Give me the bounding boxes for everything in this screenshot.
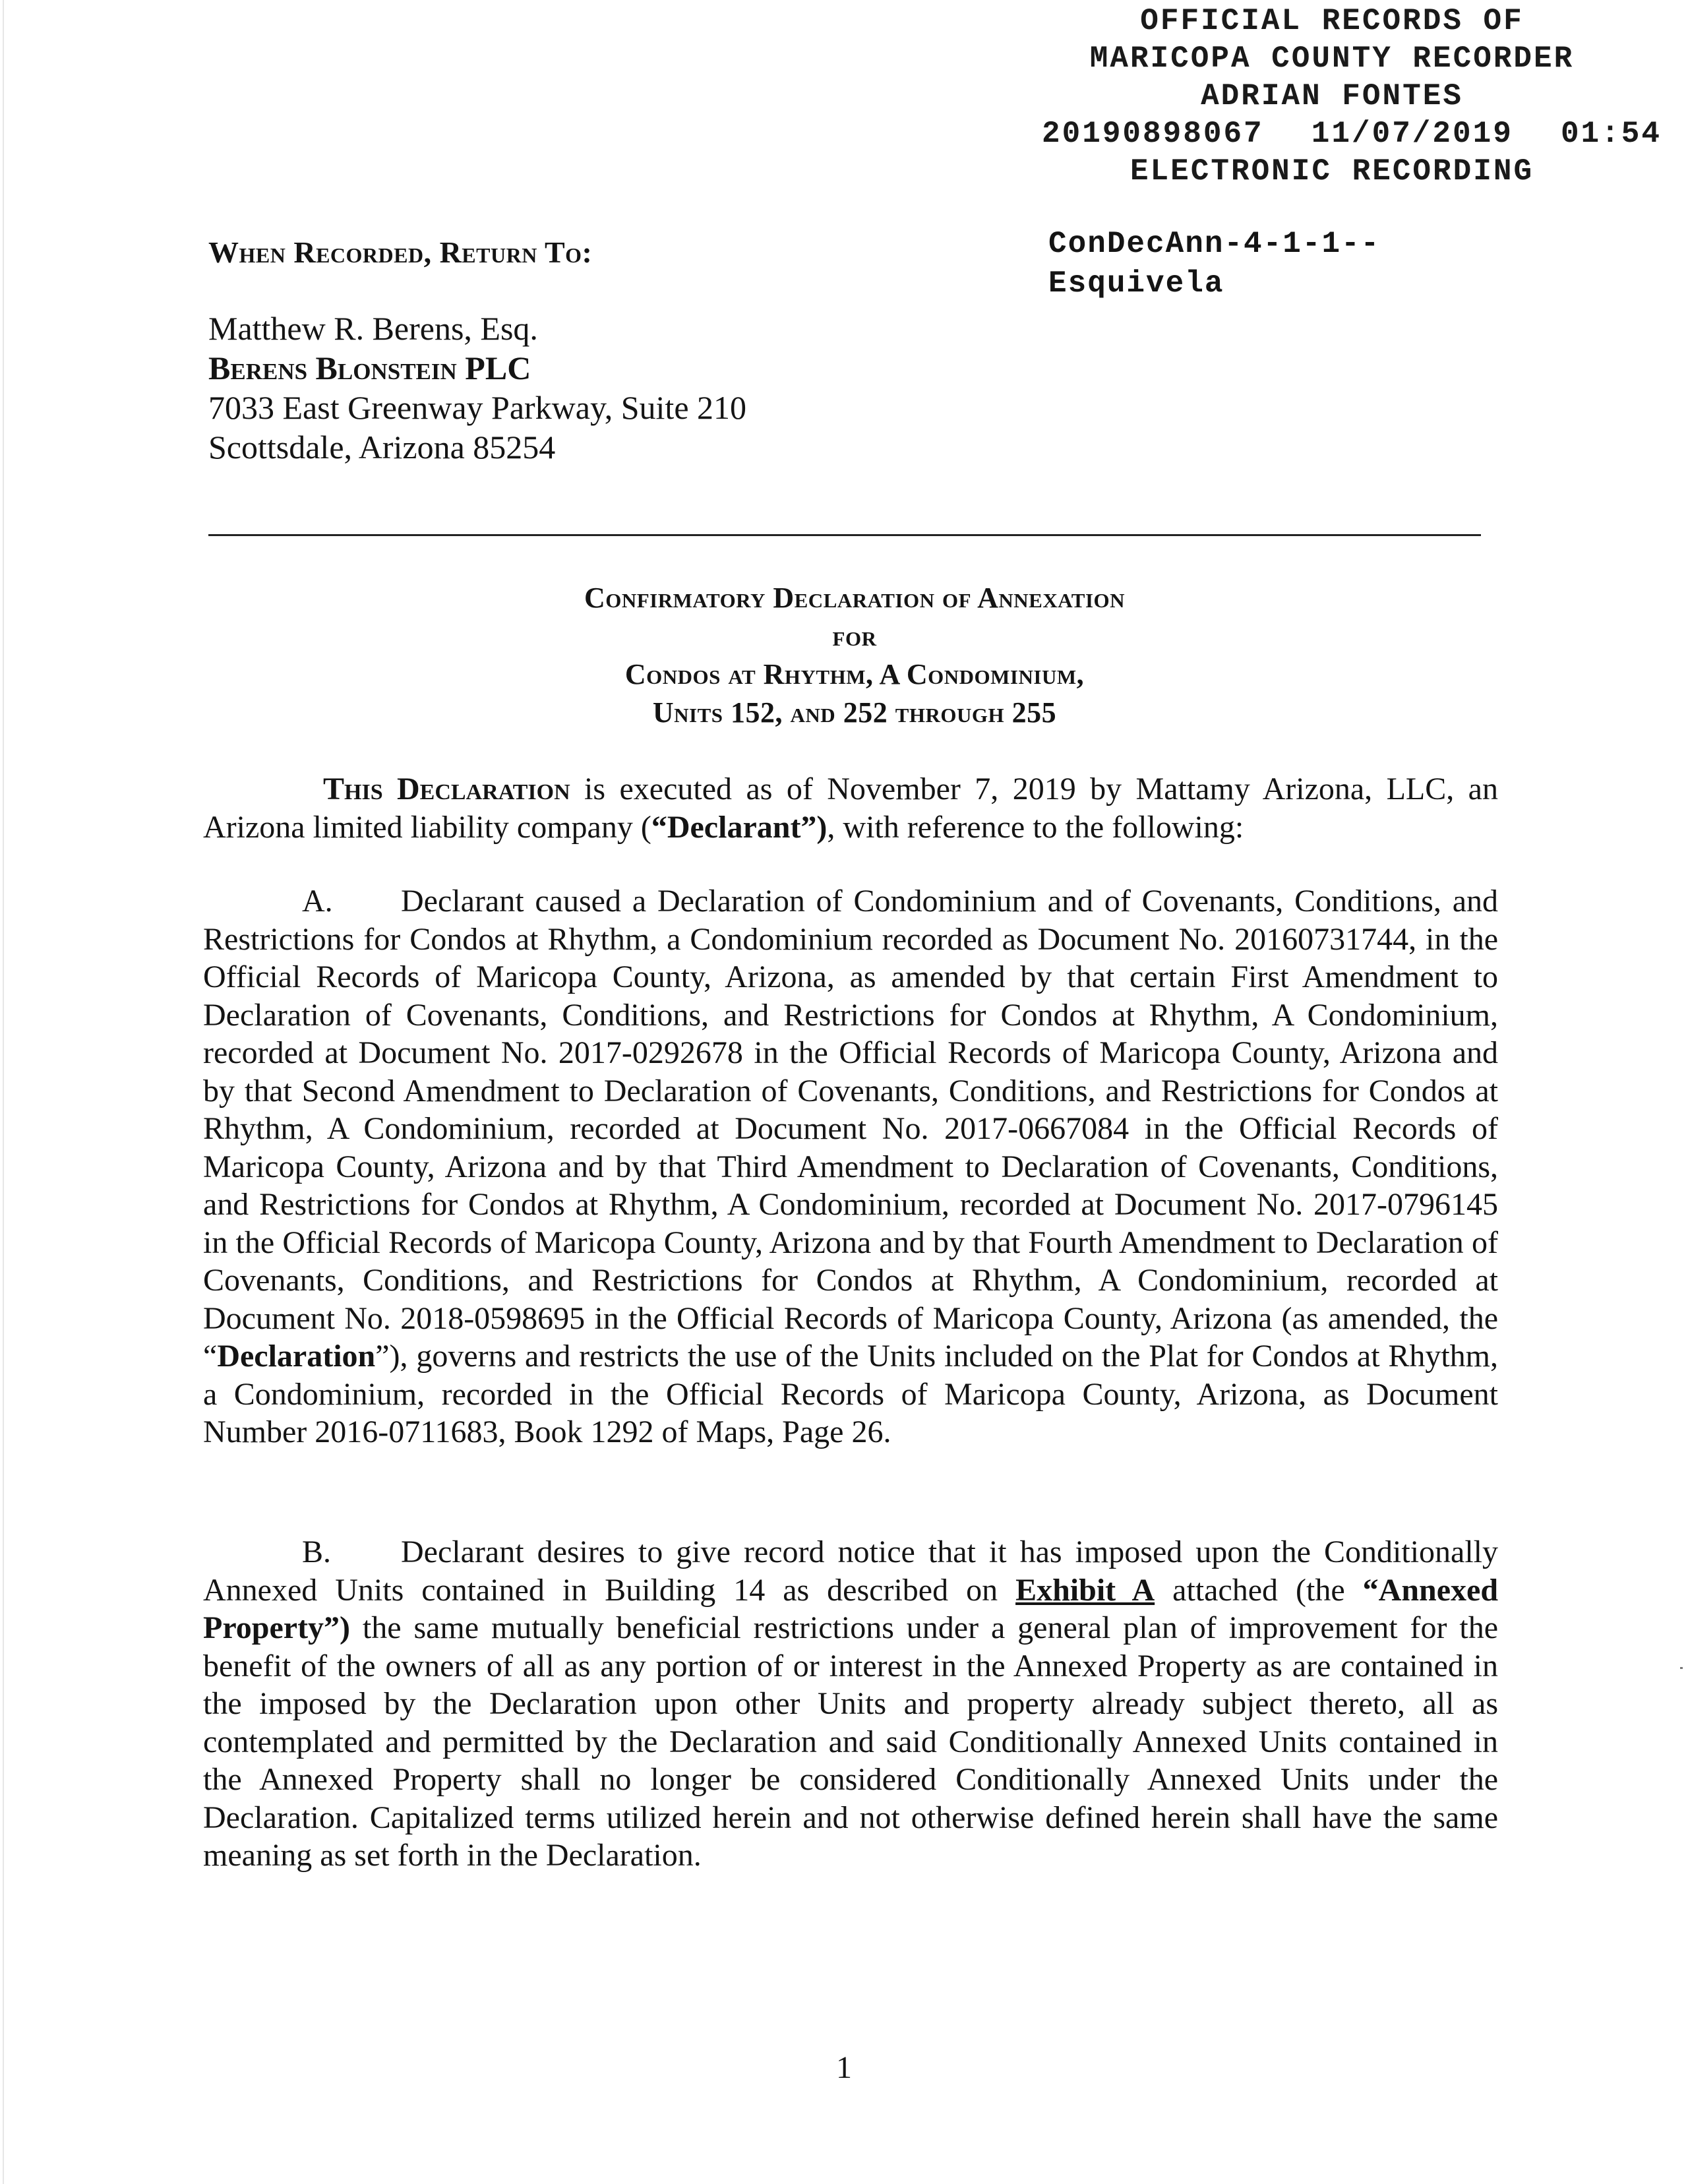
declarant-term: “Declarant”) [651,809,828,845]
page-scan-edge [3,0,4,2184]
record-date: 11/07/2019 [1311,117,1513,151]
title-line-4: Units 152, and 252 through 255 [652,696,1057,729]
paragraph-a-text-2: ”), governs and restricts the use of the Units included on the Plat for Condos at Rhythm, a Condominium, recorded in the Official Records of Maricopa County, Arizona, as Document Number 2016-0711683, Book 1292 of Maps, Page 26. [203,1339,1498,1449]
stamp-line-3: ADRIAN FONTES [1201,79,1463,113]
stamp-record-line [1042,115,1662,153]
record-time: 01:54 [1560,117,1662,151]
document-code-line-2: Esquivela [1048,266,1224,301]
intro-lead: This Declaration [323,772,570,806]
return-to-heading: When Recorded, Return To: [208,235,593,269]
stamp-line-1: OFFICIAL RECORDS OF [1140,4,1524,38]
horizontal-rule [208,534,1481,536]
paragraph-b-text-3: the same mutually beneficial restrictions under a general plan of improvement for the benefit of the owners of all as any portion of or interest in the Annexed Property as are contained in the imposed by the Declaration upon other Units and property already subject thereto, all as contemplated and permitted by the Declaration and said Conditionally Annexed Units contained in the Annexed Property shall no longer be considered Conditionally Annexed Units under the Declaration. Capitalized terms utilized herein and not otherwise defined herein shall have the same meaning as set forth in the Declaration. [203,1610,1498,1873]
recording-stamp [1042,3,1675,191]
return-name: Matthew R. Berens, Esq. [208,310,538,347]
document-title [208,579,1501,732]
paragraph-b [203,1533,1498,1875]
paragraph-b-text-2: attached (the [1155,1572,1363,1608]
document-code [1048,224,1380,303]
return-city: Scottsdale, Arizona 85254 [208,429,556,466]
page-number: 1 [836,2050,852,2085]
stamp-line-5: ELECTRONIC RECORDING [1130,154,1534,189]
intro-text-1: is executed as of November 7, 2019 by Mattamy Arizona, LLC, an Arizona limited liability company ( [203,772,1498,845]
paragraph-b-text-1: Declarant desires to give record notice that it has imposed upon the Conditionally Annexed Units contained in Building 14 as described on [203,1534,1498,1608]
return-street: 7033 East Greenway Parkway, Suite 210 [208,389,747,426]
intro-text-2: , with reference to the following: [827,809,1244,845]
scan-speck [1680,1667,1683,1669]
record-number: 20190898067 [1042,117,1264,151]
intro-paragraph [203,770,1498,846]
stamp-line-2: MARICOPA COUNTY RECORDER [1089,42,1575,76]
document-code-line-1: ConDecAnn-4-1-1-- [1048,227,1381,261]
exhibit-a-reference: Exhibit A [1015,1572,1155,1608]
return-address-block [208,309,746,467]
return-firm: Berens Blonstein PLC [208,349,531,386]
paragraph-b-label: B. [302,1534,332,1569]
paragraph-a-text-1: Declarant caused a Declaration of Condominium and of Covenants, Conditions, and Restrictions for Condos at Rhythm, a Condominium recorded as Document No. 20160731744, in the Official Records of Maricopa County, Arizona, as amended by that certain First Amendment to Declaration of Covenants, Conditions, and Restrictions for Condos at Rhythm, A Condominium, recorded at Document No. 2017-0292678 in the Official Records of Maricopa County, Arizona and by that Second Amendment to Declaration of Covenants, Conditions, and Restrictions for Condos at Rhythm, A Condominium, recorded at Document No. 2017-0667084 in the Official Records of Maricopa County, Arizona and by that Third Amendment to Declaration of Covenants, Conditions, and Restrictions for Condos at Rhythm, A Condominium, recorded at Document No. 2017-0796145 in the Official Records of Maricopa County, Arizona and by that Fourth Amendment to Declaration of Covenants, Conditions, and Restrictions for Condos at Rhythm, A Condominium, recorded at Document No. 2018-0598695 in the Official Records of Maricopa County, Arizona (as amended, the “ [203,884,1498,1374]
title-line-3: Condos at Rhythm, A Condominium, [624,658,1085,690]
title-line-1: Confirmatory Declaration of Annexation [584,582,1126,614]
declaration-term: Declaration [217,1339,376,1374]
paragraph-a-label: A. [302,884,333,919]
paragraph-a [203,882,1498,1451]
title-line-2: for [832,620,877,652]
annexed-property-term: “Annexed Property”) [203,1572,1499,1645]
